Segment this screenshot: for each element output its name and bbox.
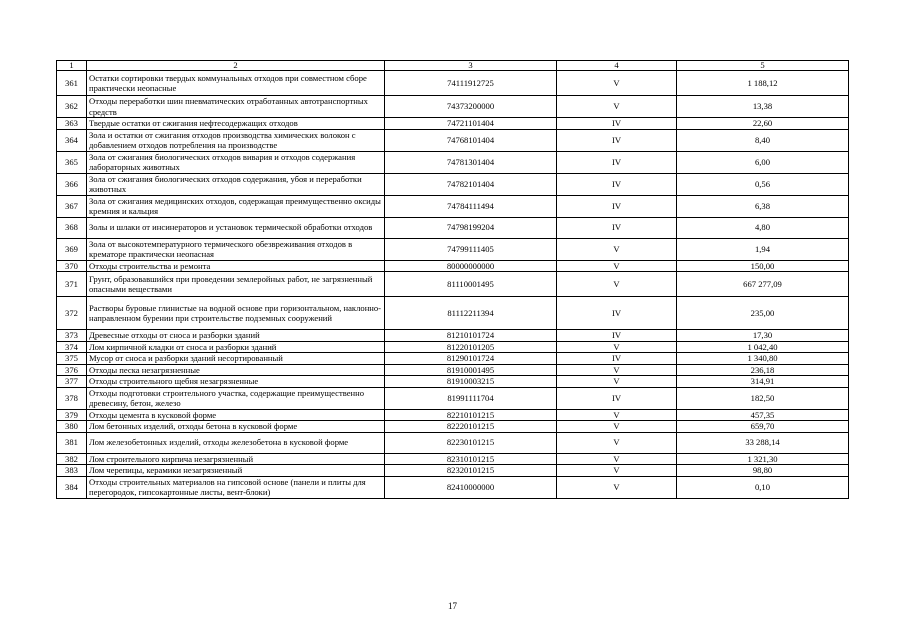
hazard-class: IV (557, 353, 677, 365)
row-number: 384 (57, 476, 87, 498)
waste-amount: 235,00 (677, 297, 849, 330)
waste-name: Отходы подготовки строительного участка, содержащие преимущественно древесину, бетон, железо (87, 387, 385, 409)
table-row (57, 476, 849, 498)
table-row (57, 330, 849, 342)
hazard-class: IV (557, 217, 677, 238)
waste-name: Мусор от сноса и разборки зданий несортированный (87, 353, 385, 365)
row-number: 369 (57, 238, 87, 260)
waste-code: 82210101215 (385, 409, 557, 421)
table-row (57, 297, 849, 330)
waste-name: Лом черепицы, керамики незагрязненный (87, 465, 385, 477)
hazard-class: V (557, 409, 677, 421)
waste-code: 82230101215 (385, 432, 557, 453)
waste-name: Грунт, образовавшийся при проведении землеройных работ, не загрязненный опасными веществами (87, 272, 385, 297)
row-number: 378 (57, 387, 87, 409)
table-row (57, 173, 849, 195)
waste-name: Лом строительного кирпича незагрязненный (87, 453, 385, 465)
hazard-class: V (557, 421, 677, 433)
waste-code: 81220101205 (385, 341, 557, 353)
waste-code: 74798199204 (385, 217, 557, 238)
waste-amount: 0,10 (677, 476, 849, 498)
waste-table (56, 60, 849, 499)
waste-code: 81290101724 (385, 353, 557, 365)
header-row (57, 61, 849, 71)
waste-amount: 150,00 (677, 260, 849, 272)
waste-code: 74782101404 (385, 173, 557, 195)
hazard-class: IV (557, 173, 677, 195)
waste-code: 74784111494 (385, 195, 557, 217)
table-row (57, 118, 849, 130)
waste-code: 81991111704 (385, 387, 557, 409)
waste-name: Отходы переработки шин пневматических отработанных автотранспортных средств (87, 96, 385, 118)
row-number: 365 (57, 151, 87, 173)
row-number: 371 (57, 272, 87, 297)
row-number: 364 (57, 129, 87, 151)
waste-code: 74111912725 (385, 71, 557, 96)
waste-amount: 6,38 (677, 195, 849, 217)
waste-name: Отходы песка незагрязненные (87, 364, 385, 376)
waste-name: Зола от сжигания биологических отходов вивария и отходов содержания лабораторных животных (87, 151, 385, 173)
waste-name: Твердые остатки от сжигания нефтесодержащих отходов (87, 118, 385, 130)
waste-amount: 1 042,40 (677, 341, 849, 353)
table-row (57, 71, 849, 96)
hazard-class: IV (557, 118, 677, 130)
waste-amount: 1 321,30 (677, 453, 849, 465)
table-row (57, 217, 849, 238)
hazard-class: V (557, 453, 677, 465)
waste-name: Отходы строительного щебня незагрязненные (87, 376, 385, 388)
table-row (57, 421, 849, 433)
header-col-5: 5 (677, 61, 849, 71)
waste-code: 81110001495 (385, 272, 557, 297)
waste-name: Отходы строительных материалов на гипсовой основе (панели и плиты для перегородок, гипсокартонные листы, вент-блоки) (87, 476, 385, 498)
waste-amount: 4,80 (677, 217, 849, 238)
waste-amount: 17,30 (677, 330, 849, 342)
waste-amount: 1,94 (677, 238, 849, 260)
table-row (57, 195, 849, 217)
waste-code: 81112211394 (385, 297, 557, 330)
hazard-class: V (557, 260, 677, 272)
waste-code: 74781301404 (385, 151, 557, 173)
row-number: 366 (57, 173, 87, 195)
hazard-class: V (557, 465, 677, 477)
waste-amount: 22,60 (677, 118, 849, 130)
waste-name: Зола от высокотемпературного термического обезвреживания отходов в крематоре практически неопасная (87, 238, 385, 260)
row-number: 375 (57, 353, 87, 365)
row-number: 373 (57, 330, 87, 342)
waste-name: Лом бетонных изделий, отходы бетона в кусковой форме (87, 421, 385, 433)
waste-code: 74721101404 (385, 118, 557, 130)
waste-amount: 8,40 (677, 129, 849, 151)
hazard-class: V (557, 364, 677, 376)
waste-code: 80000000000 (385, 260, 557, 272)
hazard-class: V (557, 476, 677, 498)
row-number: 368 (57, 217, 87, 238)
row-number: 363 (57, 118, 87, 130)
waste-name: Остатки сортировки твердых коммунальных отходов при совместном сборе практически неопасные (87, 71, 385, 96)
row-number: 370 (57, 260, 87, 272)
hazard-class: V (557, 96, 677, 118)
waste-code: 82310101215 (385, 453, 557, 465)
waste-name: Зола от сжигания медицинских отходов, содержащая преимущественно оксиды кремния и кальция (87, 195, 385, 217)
hazard-class: IV (557, 330, 677, 342)
hazard-class: V (557, 272, 677, 297)
waste-code: 81910003215 (385, 376, 557, 388)
table-row (57, 151, 849, 173)
waste-name: Лом кирпичной кладки от сноса и разборки зданий (87, 341, 385, 353)
hazard-class: IV (557, 387, 677, 409)
header-col-2: 2 (87, 61, 385, 71)
waste-table-body (57, 61, 849, 499)
row-number: 376 (57, 364, 87, 376)
waste-code: 74768101404 (385, 129, 557, 151)
waste-code: 82220101215 (385, 421, 557, 433)
row-number: 380 (57, 421, 87, 433)
table-row (57, 432, 849, 453)
hazard-class: IV (557, 129, 677, 151)
table-row (57, 260, 849, 272)
waste-name: Зола от сжигания биологических отходов содержания, убоя и переработки животных (87, 173, 385, 195)
waste-code: 74799111405 (385, 238, 557, 260)
table-row (57, 341, 849, 353)
waste-amount: 659,70 (677, 421, 849, 433)
waste-code: 82320101215 (385, 465, 557, 477)
waste-code: 82410000000 (385, 476, 557, 498)
table-row (57, 129, 849, 151)
hazard-class: IV (557, 151, 677, 173)
waste-amount: 0,56 (677, 173, 849, 195)
table-row (57, 465, 849, 477)
waste-name: Отходы цемента в кусковой форме (87, 409, 385, 421)
header-col-4: 4 (557, 61, 677, 71)
waste-amount: 13,38 (677, 96, 849, 118)
row-number: 383 (57, 465, 87, 477)
hazard-class: V (557, 71, 677, 96)
waste-name: Отходы строительства и ремонта (87, 260, 385, 272)
table-row (57, 364, 849, 376)
row-number: 382 (57, 453, 87, 465)
table-row (57, 272, 849, 297)
row-number: 377 (57, 376, 87, 388)
waste-name: Золы и шлаки от инсинераторов и установок термической обработки отходов (87, 217, 385, 238)
hazard-class: V (557, 432, 677, 453)
waste-amount: 33 288,14 (677, 432, 849, 453)
table-row (57, 238, 849, 260)
row-number: 362 (57, 96, 87, 118)
header-col-3: 3 (385, 61, 557, 71)
waste-amount: 1 188,12 (677, 71, 849, 96)
waste-name: Лом железобетонных изделий, отходы железобетона в кусковой форме (87, 432, 385, 453)
page-number: 17 (448, 601, 457, 611)
waste-name: Древесные отходы от сноса и разборки зданий (87, 330, 385, 342)
waste-amount: 6,00 (677, 151, 849, 173)
table-row (57, 353, 849, 365)
waste-amount: 1 340,80 (677, 353, 849, 365)
waste-code: 74373200000 (385, 96, 557, 118)
table-row (57, 453, 849, 465)
waste-name: Зола и остатки от сжигания отходов производства химических волокон с добавлением отходов потребления на производстве (87, 129, 385, 151)
table-row (57, 96, 849, 118)
hazard-class: V (557, 238, 677, 260)
hazard-class: IV (557, 195, 677, 217)
waste-code: 81910001495 (385, 364, 557, 376)
row-number: 374 (57, 341, 87, 353)
table-row (57, 409, 849, 421)
table-row (57, 387, 849, 409)
waste-amount: 667 277,09 (677, 272, 849, 297)
waste-amount: 182,50 (677, 387, 849, 409)
row-number: 361 (57, 71, 87, 96)
row-number: 381 (57, 432, 87, 453)
row-number: 367 (57, 195, 87, 217)
hazard-class: V (557, 341, 677, 353)
header-col-1: 1 (57, 61, 87, 71)
waste-name: Растворы буровые глинистые на водной основе при горизонтальном, наклонно-направленном бурении при строительстве подземных сооружений (87, 297, 385, 330)
table-row (57, 376, 849, 388)
hazard-class: V (557, 376, 677, 388)
waste-amount: 457,35 (677, 409, 849, 421)
waste-amount: 98,80 (677, 465, 849, 477)
waste-amount: 236,18 (677, 364, 849, 376)
row-number: 379 (57, 409, 87, 421)
row-number: 372 (57, 297, 87, 330)
waste-amount: 314,91 (677, 376, 849, 388)
waste-code: 81210101724 (385, 330, 557, 342)
hazard-class: IV (557, 297, 677, 330)
